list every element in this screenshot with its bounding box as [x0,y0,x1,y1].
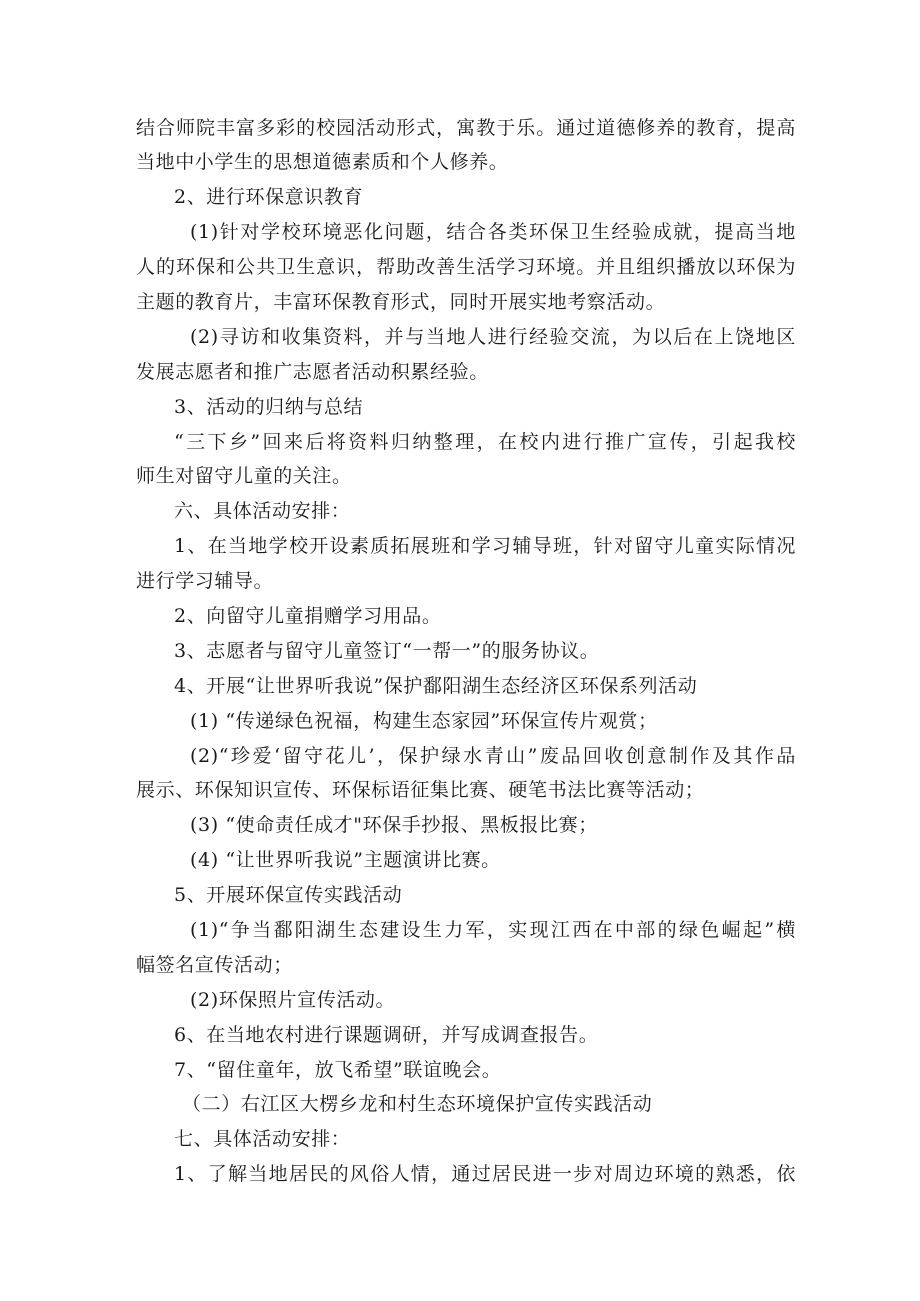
section-heading: 七、具体活动安排： [174,1128,351,1150]
text-line: 7、“留住童年，放飞希望”联谊晚会。 [174,1059,502,1081]
text-line: (3) “使命责任成才"环保手抄报、黑板报比赛； [190,814,598,836]
text-line: 2、向留守儿童捐赠学习用品。 [174,605,442,627]
text-line: 1、了解当地居民的风俗人情，通过居民进一步对周边环境的熟悉，依 [174,1163,796,1185]
text-line: 结合师院丰富多彩的校园活动形式，寓教于乐。通过道德修养的教育，提高 [136,117,796,139]
text-line: 师生对留守儿童的关注。 [136,465,352,487]
text-line: 主题的教育片，丰富环保教育形式，同时开展实地考察活动。 [136,291,666,313]
section-heading: 六、具体活动安排： [174,500,351,522]
text-line: 4、开展“让世界听我说”保护鄱阳湖生态经济区环保系列活动 [174,675,698,697]
text-line: (2)“珍爱‘留守花儿’，保护绿水青山”废品回收创意制作及其作品 [190,745,796,767]
text-line: 幅签名宣传活动； [136,954,293,976]
text-line: (1)针对学校环境恶化问题，结合各类环保卫生经验成就，提高当地 [190,221,796,243]
text-line: 展示、环保知识宣传、环保标语征集比赛、硬笔书法比赛等活动； [136,779,705,801]
text-line: (1) “传递绿色祝福，构建生态家园”环保宣传片观赏； [190,710,658,732]
section-heading: 3、活动的归纳与总结 [174,396,364,418]
text-line: (2)环保照片宣传活动。 [190,989,396,1011]
text-line: (1)“争当鄱阳湖生态建设生力军，实现江西在中部的绿色崛起”横 [190,919,796,941]
section-heading: 2、进行环保意识教育 [174,186,364,208]
text-line: 1、在当地学校开设素质拓展班和学习辅导班，针对留守儿童实际情况 [174,535,796,557]
text-line: 当地中小学生的思想道德素质和个人修养。 [136,151,509,173]
text-line: 进行学习辅导。 [136,570,274,592]
text-line: 3、志愿者与留守儿童签订“一帮一”的服务协议。 [174,640,600,662]
text-line: (4) “让世界听我说”主题演讲比赛。 [190,849,501,871]
text-line: 6、在当地农村进行课题调研，并写成调查报告。 [174,1024,599,1046]
section-heading: 5、开展环保宣传实践活动 [174,884,403,906]
text-line: (2)寻访和收集资料，并与当地人进行经验交流，为以后在上饶地区 [190,326,796,348]
text-line: “三下乡”回来后将资料归纳整理，在校内进行推广宣传，引起我校 [174,431,796,453]
text-line: 发展志愿者和推广志愿者活动积累经验。 [136,361,489,383]
text-line: 人的环保和公共卫生意识，帮助改善生活学习环境。并且组织播放以环保为 [136,256,796,278]
section-heading: （二）右江区大楞乡龙和村生态环境保护宣传实践活动 [182,1093,653,1115]
